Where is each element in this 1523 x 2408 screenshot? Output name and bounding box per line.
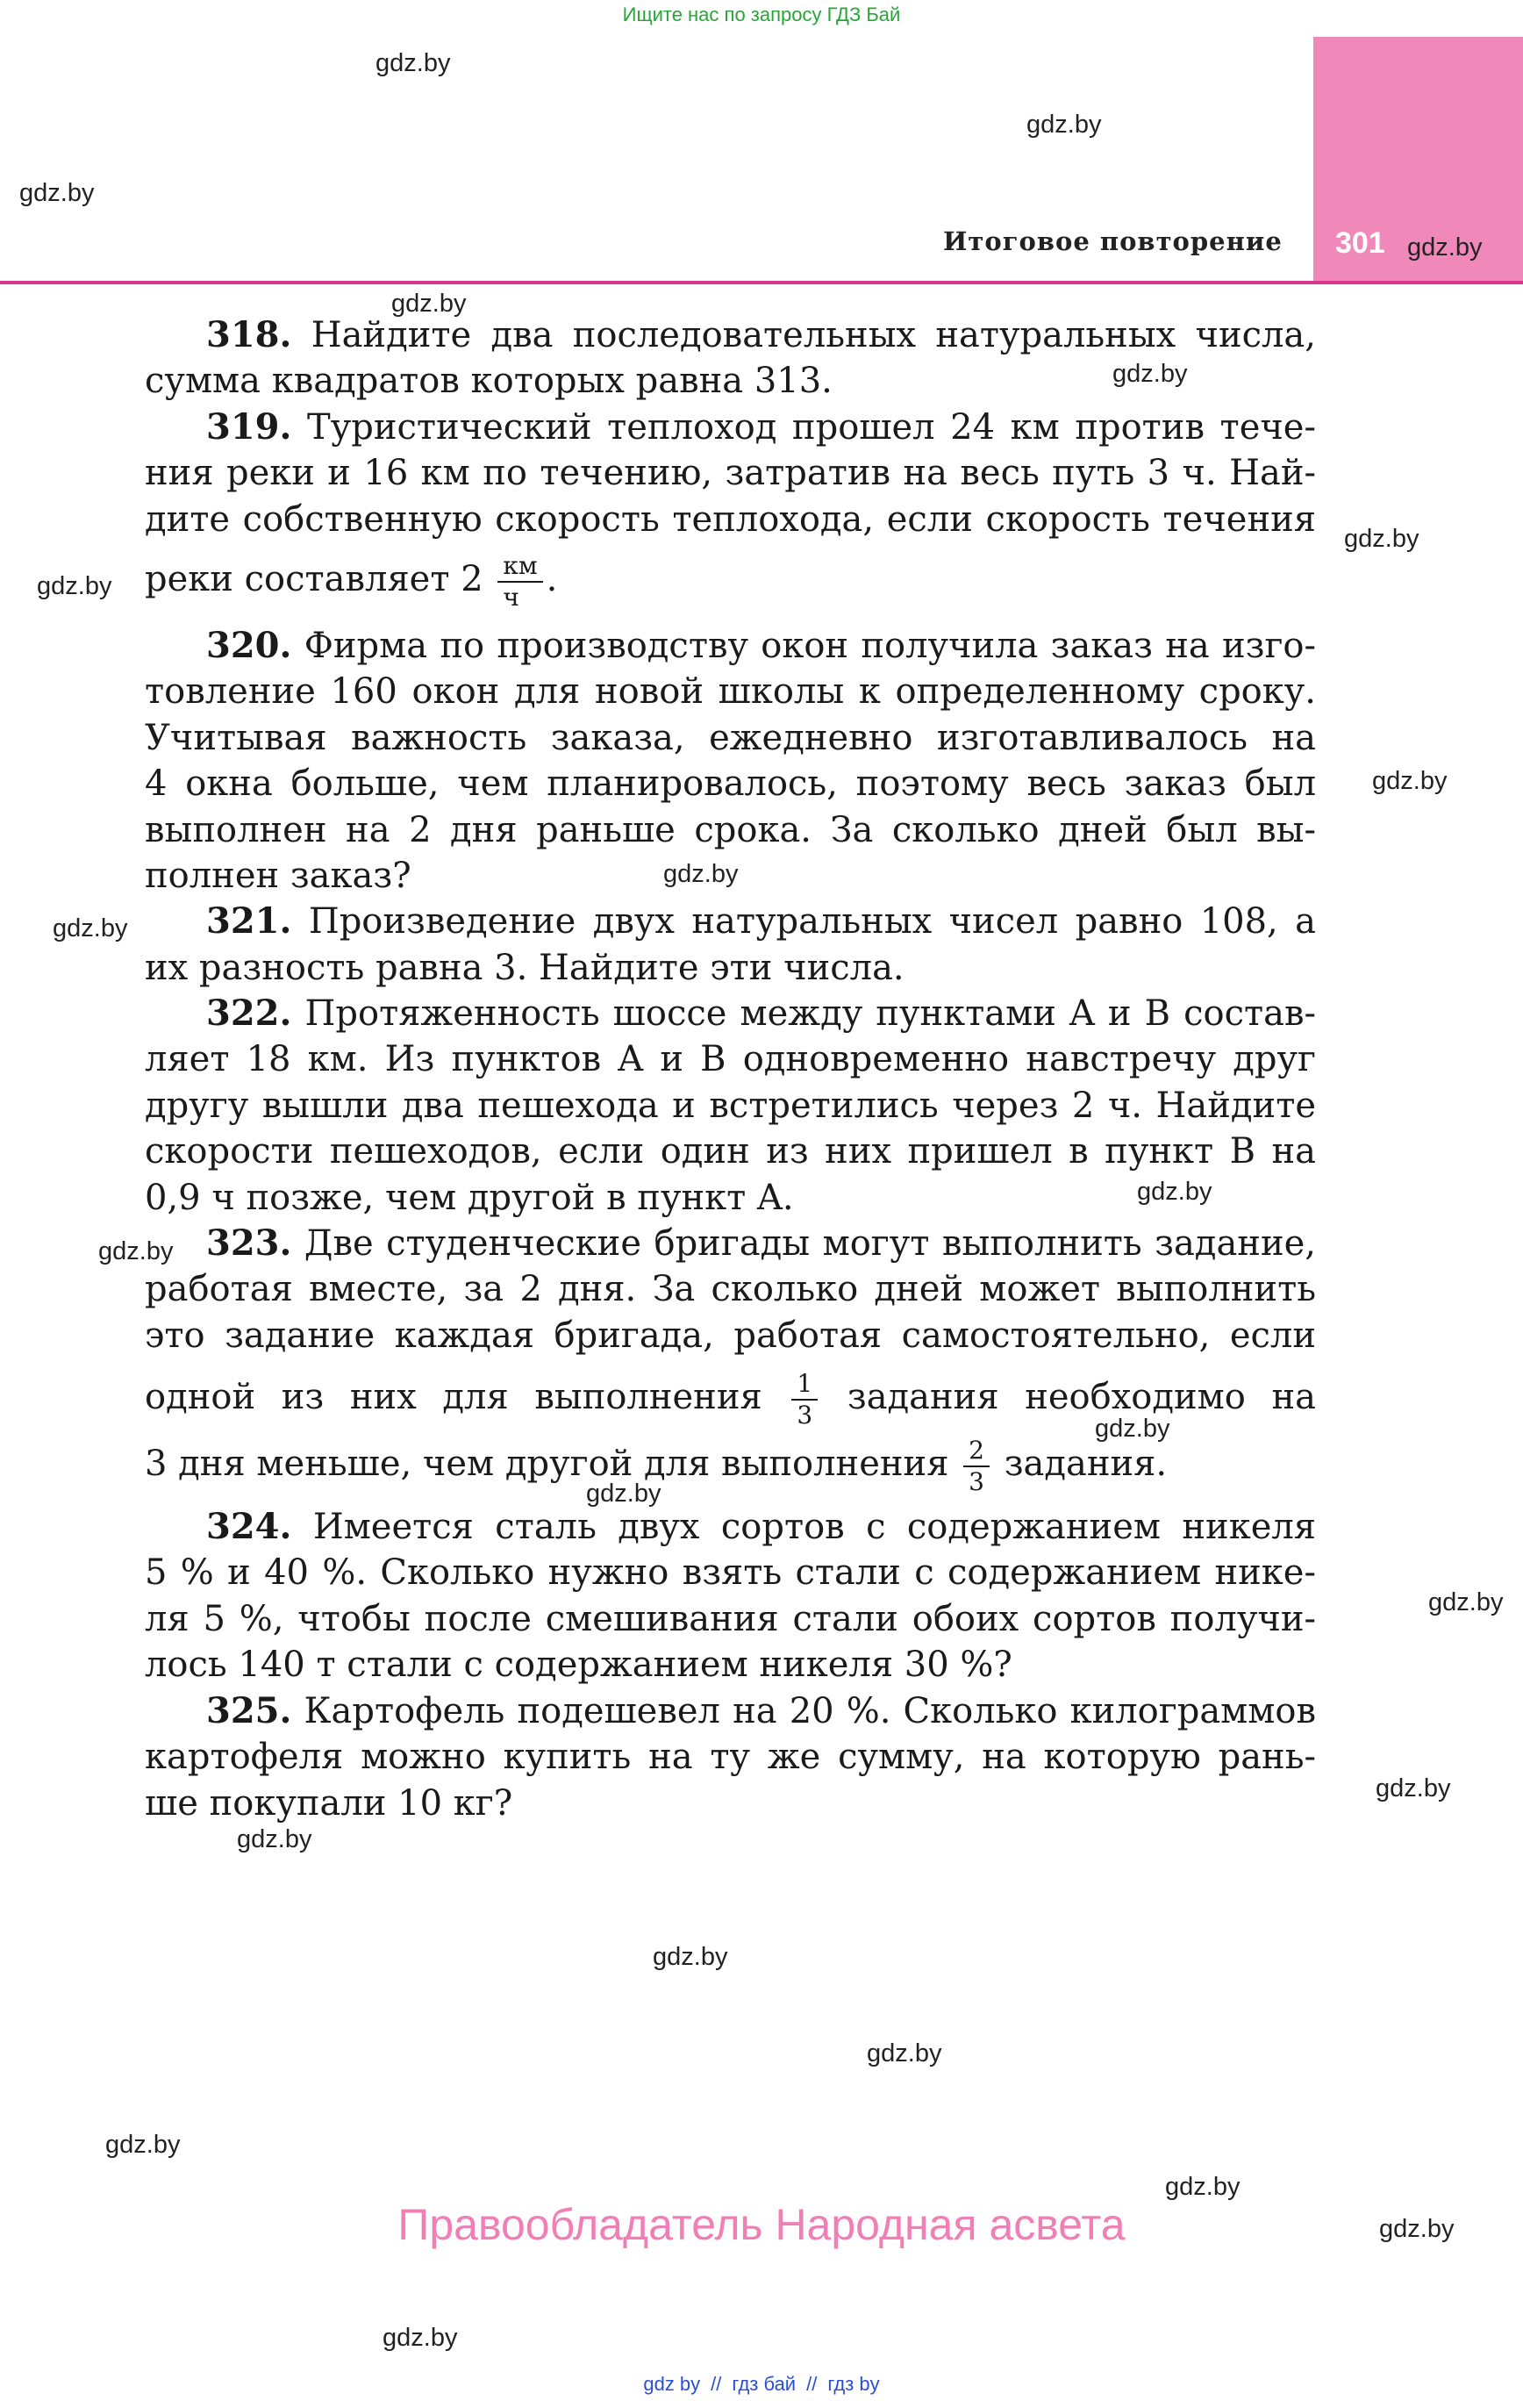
- problem-number: 325.: [206, 1690, 292, 1731]
- watermark: gdz.by: [391, 290, 467, 318]
- problem-322-line: 0,9 ч позже, чем другой в пункт A.: [145, 1178, 794, 1218]
- link-gdz-by-cyr[interactable]: гдз by: [827, 2373, 880, 2395]
- problem-320-line: 320. Фирма по производству окон получила заказ на изго-: [206, 625, 1317, 666]
- link-separator: //: [711, 2373, 722, 2395]
- watermark: gdz.by: [1372, 767, 1448, 795]
- problem-324-line: 324. Имеется сталь двух сортов с содержанием никеля: [206, 1506, 1317, 1547]
- problem-number: 323.: [206, 1222, 292, 1264]
- problem-324-line: ля 5 %, чтобы после смешивания стали обоих сортов получи-: [145, 1599, 1316, 1639]
- problem-number: 318.: [206, 314, 292, 355]
- problem-324-line: 5 % и 40 %. Сколько нужно взять стали с содержанием нике-: [145, 1552, 1316, 1593]
- problem-323-line: 3 дня меньше, чем другой для выполнения $\frac{2}{3}$ задания.: [145, 1436, 1168, 1496]
- problem-319-line: ния реки и 16 км по течению, затратив на весь путь 3 ч. Най-: [145, 453, 1316, 493]
- problem-319-line: 319. Туристический теплоход прошел 24 км против тече-: [206, 406, 1316, 448]
- bottom-links: [0, 2373, 1523, 2396]
- problem-number: 320.: [206, 625, 292, 666]
- problem-number: 319.: [206, 406, 292, 448]
- problem-320-line: товление 160 окон для новой школы к определенному сроку.: [145, 671, 1316, 712]
- problem-325-line: 325. Картофель подешевел на 20 %. Сколько килограммов: [206, 1690, 1317, 1731]
- problem-319-line: реки составляет 2 $\frac{км}{ч}$ .: [145, 551, 558, 612]
- problem-319-line: дите собственную скорость теплохода, если скорость течения: [145, 499, 1316, 540]
- watermark: gdz.by: [37, 572, 112, 600]
- problem-323-line: 323. Две студенческие бригады могут выполнить задание,: [206, 1222, 1316, 1264]
- link-gdz-by[interactable]: gdz by: [643, 2373, 701, 2395]
- problem-322-line: скорости пешеходов, если один из них пришел в пункт B на: [145, 1131, 1316, 1172]
- watermark: gdz.by: [586, 1480, 661, 1508]
- watermark: gdz.by: [1379, 2215, 1455, 2243]
- page-number: 301: [1335, 226, 1385, 260]
- problem-322-line: ляет 18 км. Из пунктов A и B одновременно навстречу друг: [145, 1039, 1316, 1079]
- watermark: gdz.by: [53, 914, 128, 942]
- running-title: Итоговое повторение: [943, 226, 1283, 256]
- speed-unit-fraction: $\frac{км}{ч}$: [497, 551, 542, 613]
- watermark: gdz.by: [1137, 1178, 1212, 1206]
- problem-322-line: 322. Протяженность шоссе между пунктами A и B состав-: [206, 993, 1317, 1034]
- problem-325-line: ше покупали 10 кг?: [145, 1783, 513, 1824]
- watermark: gdz.by: [1026, 111, 1102, 139]
- link-separator: //: [806, 2373, 818, 2395]
- watermark: gdz.by: [1428, 1588, 1504, 1616]
- watermark: gdz.by: [663, 860, 739, 888]
- watermark: gdz.by: [98, 1237, 174, 1265]
- watermark: gdz.by: [105, 2131, 181, 2159]
- watermark: gdz.by: [19, 179, 95, 207]
- watermark: gdz.by: [1344, 525, 1419, 553]
- problem-320-line: полнен заказ?: [145, 856, 411, 896]
- fraction-two-thirds: $\frac{2}{3}$: [963, 1436, 990, 1497]
- problem-324-line: лось 140 т стали с содержанием никеля 30 %?: [145, 1645, 1012, 1685]
- top-note: Ищите нас по запросу ГДЗ Бай: [622, 4, 901, 25]
- problem-320-line: 4 окна больше, чем планировалось, поэтому весь заказ был: [145, 763, 1316, 804]
- copyright-holder: Правообладатель Народная асвета: [397, 2200, 1126, 2249]
- watermark: gdz.by: [237, 1825, 312, 1853]
- watermark: gdz.by: [653, 1943, 728, 1971]
- problem-318-line: 318. Найдите два последовательных натуральных числа,: [206, 314, 1316, 355]
- problem-323-line: работая вместе, за 2 дня. За сколько дней может выполнить: [145, 1269, 1316, 1309]
- fraction-one-third: $\frac{1}{3}$: [791, 1369, 818, 1430]
- problem-number: 322.: [206, 993, 292, 1034]
- watermark: gdz.by: [1165, 2173, 1241, 2201]
- problem-318-line: сумма квадратов которых равна 313.: [145, 361, 833, 401]
- watermark: gdz.by: [1376, 1774, 1451, 1802]
- link-gdz-bai[interactable]: гдз бай: [732, 2373, 797, 2395]
- problem-320-line: Учитывая важность заказа, ежедневно изготавливалось на: [145, 718, 1316, 758]
- watermark: gdz.by: [1407, 233, 1483, 262]
- problem-321-line: их разность равна 3. Найдите эти числа.: [145, 948, 905, 988]
- problem-323-line: одной из них для выполнения $\frac{1}{3}$ задания необходимо на: [145, 1369, 1316, 1430]
- watermark: gdz.by: [867, 2039, 942, 2068]
- watermark: gdz.by: [1095, 1415, 1170, 1443]
- header-rule: [0, 281, 1523, 284]
- problem-320-line: выполнен на 2 дня раньше срока. За сколько дней был вы-: [145, 810, 1316, 850]
- problem-323-line: это задание каждая бригада, работая самостоятельно, если: [145, 1315, 1316, 1356]
- problem-321-line: 321. Произведение двух натуральных чисел равно 108, а: [206, 900, 1316, 942]
- watermark: gdz.by: [375, 49, 451, 77]
- watermark: gdz.by: [383, 2324, 458, 2352]
- watermark: gdz.by: [1112, 360, 1188, 388]
- problem-325-line: картофеля можно купить на ту же сумму, на которую рань-: [145, 1737, 1316, 1777]
- problem-322-line: другу вышли два пешехода и встретились через 2 ч. Найдите: [145, 1086, 1316, 1126]
- problem-number: 324.: [206, 1506, 292, 1547]
- problem-number: 321.: [206, 900, 292, 942]
